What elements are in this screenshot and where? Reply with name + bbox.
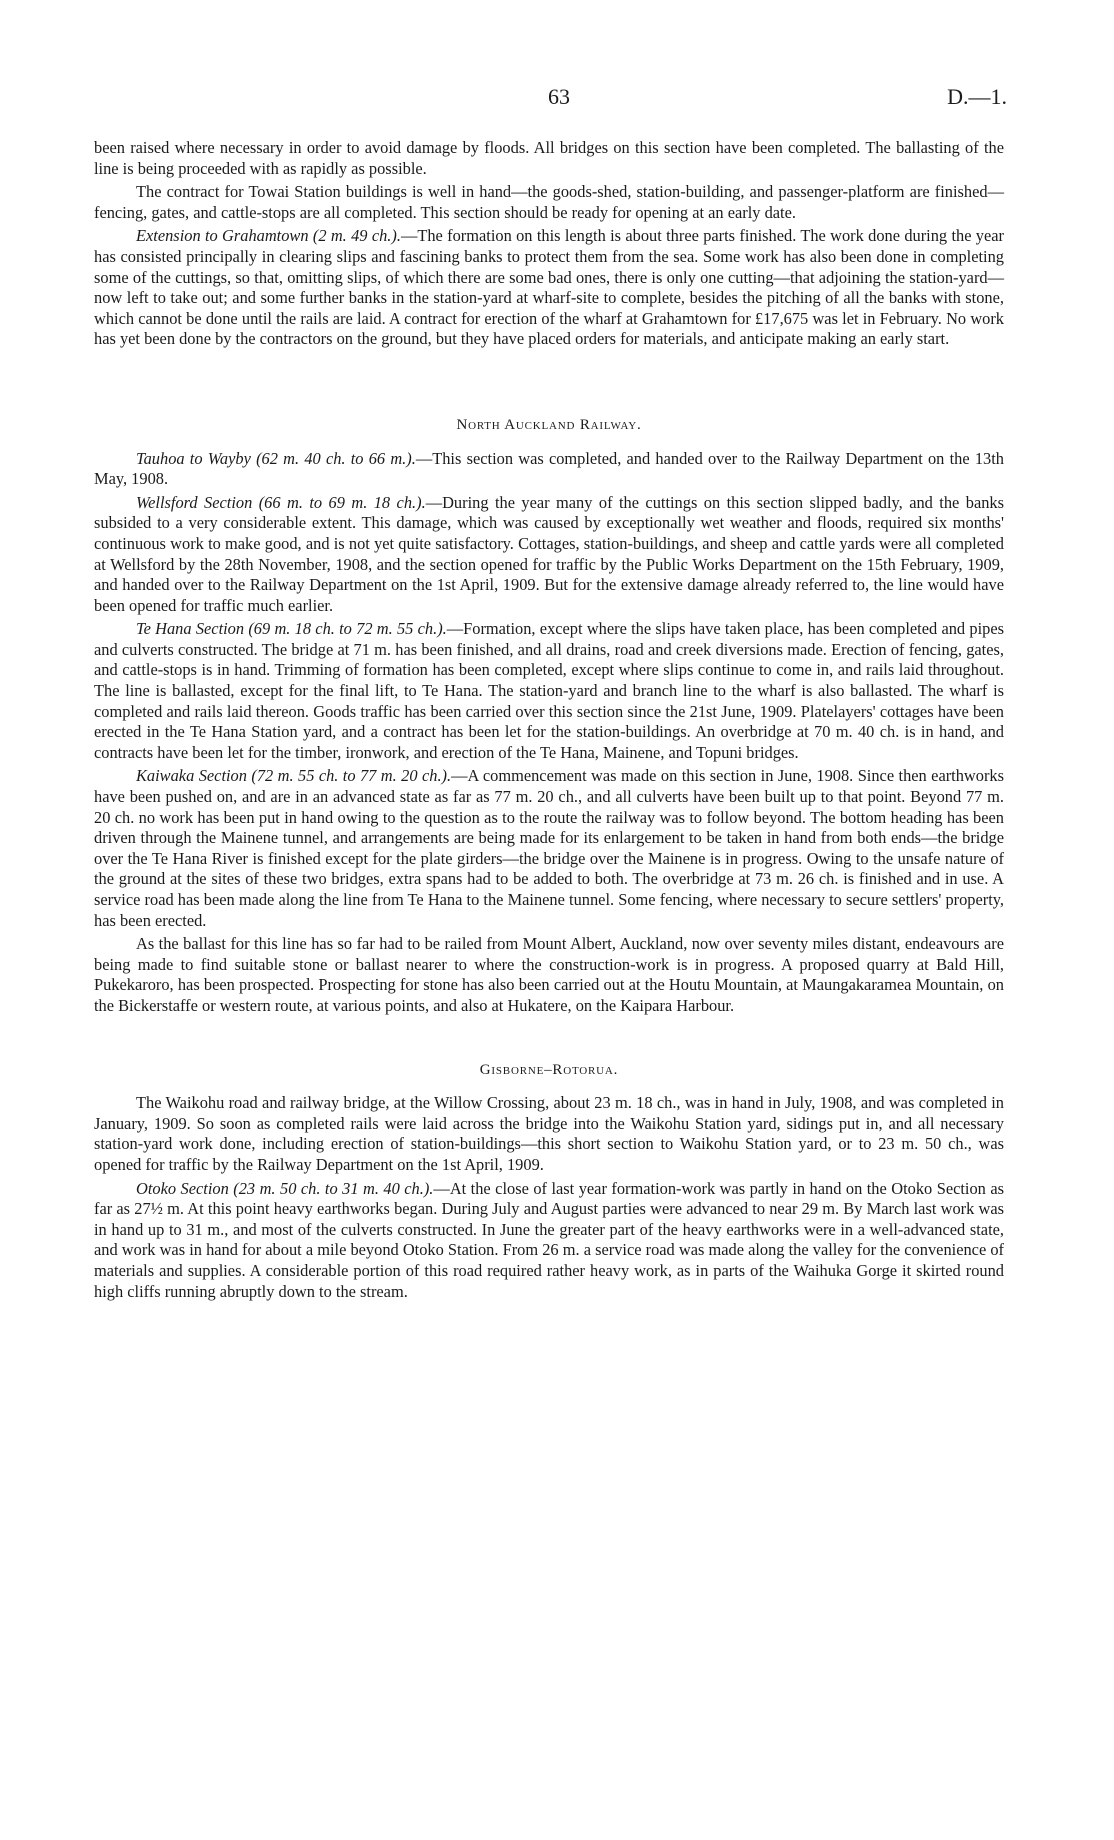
- page-header: [0, 84, 1114, 114]
- paragraph-lead: Otoko Section (23 m. 50 ch. to 31 m. 40 ch.).: [136, 1178, 434, 1198]
- paragraph: Tauhoa to Wayby (62 m. 40 ch. to 66 m.).—This section was completed, and handed over to the Railway Department on the 13th May, 1908.: [94, 448, 1004, 489]
- paragraph: Kaiwaka Section (72 m. 55 ch. to 77 m. 20 ch.).—A commencement was made on this section in June, 1908. Since then earthworks have been pushed on, and are in an advanced state as far as 77 m. 20 ch., and all culverts have been built up to that point. Beyond 77 m. 20 ch. no work has been put in hand owing to the question as to the route the railway was to follow beyond. The bottom heading has been driven through the Mainene tunnel, and arrangements are being made for its enlargement to be taken in hand from both ends—the bridge over the Te Hana River is finished except for the plate girders—the bridge over the Mainene is in progress. Owing to the unsafe nature of the ground at the sites of these two bridges, extra spans had to be added to both. The overbridge at 73 m. 26 ch. is finished and in use. A service road has been made along the line from Te Hana to the Mainene tunnel. Some fencing, where necessary to secure settlers' property, has been erected.: [94, 766, 1004, 930]
- body-text: [94, 138, 1004, 1305]
- paragraph: Te Hana Section (69 m. 18 ch. to 72 m. 55 ch.).—Formation, except where the slips have taken place, has been completed and pipes and culverts constructed. The bridge at 71 m. has been finished, and all drains, road and creek diversions made. Erection of fencing, gates, and cattle-stops is in hand. Trimming of formation has been completed, except where slips continue to come in, and rails laid throughout. The line is ballasted, except for the final lift, to Te Hana. The station-yard and branch line to the wharf is also ballasted. The wharf is completed and rails laid thereon. Goods traffic has been carried over this section since the 21st June, 1909. Platelayers' cottages have been erected in the Te Hana Station yard, and a contract has been let for the station-buildings. An overbridge at 70 m. 40 ch. is in hand, and contracts have been let for the timber, ironwork, and erection of the Te Hana, Mainene, and Topuni bridges.: [94, 619, 1004, 762]
- section-heading-gisborne-rotorua: Gisborne–Rotorua.: [479, 1061, 619, 1078]
- paragraph: As the ballast for this line has so far had to be railed from Mount Albert, Auckland, now over seventy miles distant, endeavours are being made to find suitable stone or ballast nearer to where the construction-work is in progress. A proposed quarry at Bald Hill, Pukekaroro, has been prospected. Prospecting for stone has also been carried out at the Houtu Mountain, at Maungakaramea Mountain, on the Bickerstaffe or western route, at various points, and also at Hukatere, on the Kaipara Harbour.: [94, 934, 1004, 1015]
- paragraph-lead: Te Hana Section (69 m. 18 ch. to 72 m. 55 ch.).: [136, 619, 447, 639]
- paragraph-lead: Kaiwaka Section (72 m. 55 ch. to 77 m. 20 ch.).: [136, 766, 452, 786]
- paragraph-lead: Extension to Grahamtown (2 m. 49 ch.).: [136, 226, 401, 246]
- paragraph: Extension to Grahamtown (2 m. 49 ch.).—The formation on this length is about three parts finished. The work done during the year has consisted principally in clearing slips and fascining banks to protect them from the sea. Some work has also been done in completing some of the cuttings, so that, omitting slips, of which there are some bad ones, there is only one cutting—that adjoining the station-yard—now left to take out; and some further banks in the station-yard at wharf-site to complete, besides the pitching of all the banks with stone, which cannot be done until the rails are laid. A contract for erection of the wharf at Grahamtown for £17,675 was let in February. No work has yet been done by the contractors on the ground, but they have placed orders for materials, and anticipate making an early start.: [94, 226, 1004, 349]
- section-heading-north-auckland: North Auckland Railway.: [456, 416, 642, 433]
- paragraph: The contract for Towai Station buildings is well in hand—the goods-shed, station-building, and passenger-platform are finished—fencing, gates, and cattle-stops are all completed. This section should be ready for opening at an early date.: [94, 182, 1004, 222]
- paragraph-lead: Tauhoa to Wayby (62 m. 40 ch. to 66 m.).: [136, 448, 416, 468]
- paragraph: Otoko Section (23 m. 50 ch. to 31 m. 40 ch.).—At the close of last year formation-work was partly in hand on the Otoko Section as far as 27½ m. At this point heavy earthworks began. During July and August parties were advanced to near 29 m. By March last work was in hand up to 31 m., and most of the culverts constructed. In June the greater part of the heavy earthworks were in a well-advanced state, and work was in hand for about a mile beyond Otoko Station. From 26 m. a service road was made along the valley for the convenience of materials and supplies. A considerable portion of this road required rather heavy work, as in parts of the Waihuka Gorge it skirted round high cliffs running abruptly down to the stream.: [94, 1178, 1005, 1301]
- paragraph-lead: Wellsford Section (66 m. to 69 m. 18 ch.).: [136, 492, 426, 512]
- page-number: 63: [548, 84, 570, 109]
- paragraph: been raised where necessary in order to avoid damage by floods. All bridges on this section have been completed. The ballasting of the line is being proceeded with as rapidly as possible.: [94, 138, 1004, 178]
- paragraph: Wellsford Section (66 m. to 69 m. 18 ch.).—During the year many of the cuttings on this section slipped badly, and the banks subsided to a very considerable extent. This damage, which was caused by exceptionally wet weather and floods, required six months' continuous work to make good, and is not yet quite satisfactory. Cottages, station-buildings, and sheep and cattle yards were all completed at Wellsford by the 28th November, 1908, and the section opened for traffic by the Public Works Department on the 15th February, 1909, and handed over to the Railway Department on the 1st April, 1909. But for the extensive damage already referred to, the line would have been opened for traffic much earlier.: [94, 492, 1004, 615]
- paragraph: The Waikohu road and railway bridge, at the Willow Crossing, about 23 m. 18 ch., was in hand in July, 1908, and was completed in January, 1909. So soon as completed rails were laid across the bridge into the Waikohu Station yard, sidings put in, and all necessary station-yard work done, including erection of station-buildings—this short section to Waikohu Station yard, or to 23 m. 50 ch., was opened for traffic by the Railway Department on the 1st April, 1909.: [94, 1093, 1004, 1174]
- document-reference: D.—1.: [947, 84, 1007, 109]
